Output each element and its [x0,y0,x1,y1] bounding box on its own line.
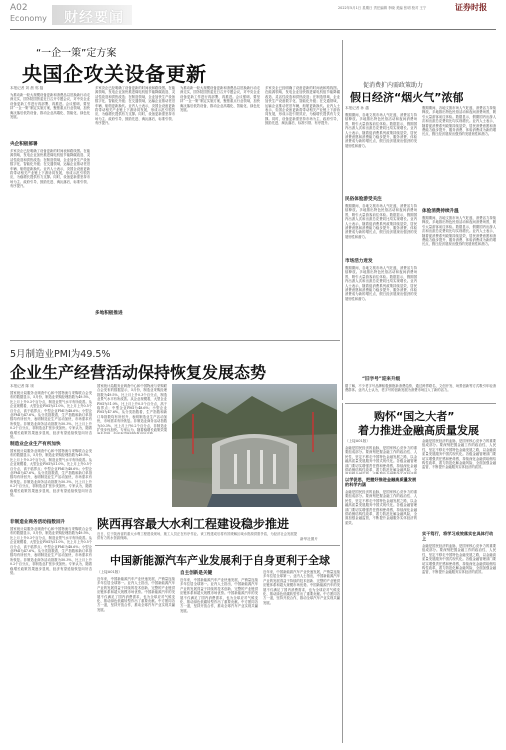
page-header [0,0,506,30]
pmi-body-col1b: 国家统计局服务业调查中心和中国物流与采购联合会发布的数据显示，5月份，制造业采购经理指数为49.5%，比上月上升0.3个百分点，制造业景气水平有所改善。从企业规模看，大型企业PMI为51.0%，比上月上升0.5个百分点，高于临界点；中型企业PMI为48.6%；小型企业PMI为47.6%。从分类指数看，生产指数和新订单指数均有所回升，表明制造业生产活动加快，市场需求有所恢复。非制造业商务活动指数为50.3%，比上月上升0.2个百分点，非制造业扩张步伐加快。专家认为，随着稳增长政策效果逐步显现，经济有望延续恢复向好态势。 [10,449,92,498]
pmi-body-col1c: 国家统计局服务业调查中心和中国物流与采购联合会发布的数据显示，5月份，制造业采购经理指数为49.5%，比上月上升0.3个百分点，制造业景气水平有所改善。从企业规模看，大型企业PMI为51.0%，比上月上升0.5个百分点，高于临界点；中型企业PMI为48.6%；小型企业PMI为47.6%。从分类指数看，生产指数和新订单指数均有所回升，表明制造业生产活动加快，市场需求有所恢复。非制造业商务活动指数为50.3%，比上月上升0.2个百分点，非制造业扩张步伐加快。专家认为，随着稳增长政策效果逐步显现，经济有望延续恢复向好态势。 [10,527,92,576]
right-byline: 本报记者 孙 越 [345,106,369,110]
bottom-headline: 中国新能源汽车产业发展利于自身更利于全球 [110,554,330,567]
bottom-body-col1: 近年来，中国新能源汽车产业快速发展，产销量连续多年位居全球第一。业内人士指出，中国新能源汽车产业的发展得益于持续的技术创新、完整的产业链供应链体系和超大规模市场优势。中国新能源汽车的发展不仅满足了国内消费需求，也为全球应对气候变化、推动绿色低碳转型作出了重要贡献。中方愿同各方一道，坚持开放合作，推动全球汽车产业实现共赢发展。 [97,577,175,612]
right-subhead-1: 民俗体验游受关注 [345,197,382,202]
story-body-col4: 多家央企已经明确了设备更新的时间表和路线图。在能源领域，发电企业加快推进煤电机组节能降碳改造、灵活性改造和供热改造；在制造领域，企业加快生产设备数字化、智能化升级；在交通领域，运输企业推动老旧车辆、船舶更新换代。业内人士表示，央国企设备更新将带动相关产业链上下游协同发展，形成示范引领效应，为稳增长提供有力支撑。同时，设备更新需坚持市场为主、政府引导，鼓励先进、淘汰落后，标准引领、有序提升。 [265,86,340,126]
right-lower-headline-1: 购怀“国之大者” [374,410,455,423]
pmi-byline: 本报记者 陈 颂 [10,384,34,388]
right-lower-body-col1: 金融是国民经济的血脉，是国家核心竞争力的重要组成部分。要深刻把握金融工作的政治性、人民性，坚定不移走中国特色金融发展之路，以金融高质量发展服务中国式现代化。各级金融管理部门要切实增强责任感和使命感，持续深化金融供给侧结构性改革，着力防范化解金融风险，全 [345,446,417,473]
pmi-body-col1: 国家统计局服务业调查中心和中国物流与采购联合会发布的数据显示，5月份，制造业采购经理指数为49.5%，比上月上升0.3个百分点，制造业景气水平有所改善。从企业规模看，大型企业PMI为51.0%，比上月上升0.5个百分点，高于临界点；中型企业PMI为48.6%；小型企业PMI为47.6%。从分类指数看，生产指数和新订单指数均有所回升，表明制造业生产活动加快，市场需求有所恢复。非制造业商务活动指数为50.3%，比上月上升0.2个百分点，非制造业扩张步伐加快。专家认为，随着稳增长政策效果逐步显现，经济有望延续恢复向好态势。 [10,391,92,439]
bottom-body-col3: 近年来，中国新能源汽车产业快速发展，产销量连续多年位居全球第一。业内人士指出，中国新能源汽车产业的发展得益于持续的技术创新、完整的产业链供应链体系和超大规模市场优势。中国新能源汽车的发展不仅满足了国内消费需求，也为全球应对气候变化、推动绿色低碳转型作出了重要贡献。中方愿同各方一道，坚持开放合作，推动全球汽车产业实现共赢发展。 [263,570,340,605]
right-mid-body: 据了解，不少老字号品牌积极拥抱新消费趋势，通过跨界联名、文创开发、场景创新等方式吸引年轻消费群体。业内人士认为，老字号的创新发展为消费市场注入了新的活力。 [345,384,496,393]
story-subhead: 央企积极部署 [10,142,38,147]
right-body-col1b: 假期期间，各地文旅市场人气旺盛，消费活力持续释放。多地推出特色民俗活动和夜间消费场景，吸引大量游客前往体验。数据显示，假期国内出游人次和出游总花费同比均实现增长。业内人士表示，随着促消费系列政策持续显效，居民消费意愿和消费能力稳步提升，服务消费、体验消费成为新的增长点，假日经济展现出强劲的发展韧性和潜力。 [345,204,417,239]
photo-caption: 近日，位于陕西省的重大水利工程建设现场，施工人员正在有序作业。该工程建成后将有效缓解区域水资源供需矛盾，为经济社会发展提供有力的水资源保障。 [97,532,297,541]
right-lower-byline: （上接A01版） [345,439,370,443]
bottom-subhead: 自主创新是关键 [180,571,213,576]
header-rule [10,29,496,30]
right-lower-body-col2b: 金融是国民经济的血脉，是国家核心竞争力的重要组成部分。要深刻把握金融工作的政治性、人民性，坚定不移走中国特色金融发展之路，以金融高质量发展服务中国式现代化。各级金融管理部门要切实增强责任感和使命感，持续深化金融供给侧结构性改革，着力防范化解金融风险，全面加强金融监管，不断提升金融服务实体经济的质效。 [422,544,496,575]
dam-illustration [172,384,337,507]
column-divider [342,40,343,400]
right-body-col1c: 假期期间，各地文旅市场人气旺盛，消费活力持续释放。多地推出特色民俗活动和夜间消费场景，吸引大量游客前往体验。数据显示，假期国内出游人次和出游总花费同比均实现增长。业内人士表示，随着促消费系列政策持续显效，居民消费意愿和消费能力稳步提升，服务消费、体验消费成为新的增长点，假日经济展现出强劲的发展韧性和潜力。 [345,266,417,301]
dam-photo [172,384,337,507]
story-body-col2: 多家央企已经明确了设备更新的时间表和路线图。在能源领域，发电企业加快推进煤电机组节能降碳改造、灵活性改造和供热改造；在制造领域，企业加快生产设备数字化、智能化升级；在交通领域，运输企业推动老旧车辆、船舶更新换代。业内人士表示，央国企设备更新将带动相关产业链上下游协同发展，形成示范引领效应，为稳增长提供有力支撑。同时，设备更新需坚持市场为主、政府引导，鼓励先进、淘汰落后，标准引领、有序提升。 [95,86,175,126]
pmi-subhead-2: 非制造业商务活动指数回升 [10,520,66,525]
right-lower-rule [345,403,496,404]
story-body-col3: 为推动新一轮大规模设备更新和消费品以旧换新行动走深走实，国务院国资委近日召开专题会议，对中央企业设备更新工作进行再部署、再推进。会议强调，要坚持“一企一策”制定实施方案，聚焦重点行业领域，加快淘汰落后低效设备，推动企业高端化、智能化、绿色化发展。 [180,86,260,113]
bottom-body-col2: 近年来，中国新能源汽车产业快速发展，产销量连续多年位居全球第一。业内人士指出，中国新能源汽车产业的发展得益于持续的技术创新、完整的产业链供应链体系和超大规模市场优势。中国新能源汽车的发展不仅满足了国内消费需求，也为全球应对气候变化、推动绿色低碳转型作出了重要贡献。中方愿同各方一道，坚持开放合作，推动全球汽车产业实现共赢发展。 [180,578,258,613]
story-kicker: “一企一策”定方案 [36,48,117,59]
story-body-col1: 为推动新一轮大规模设备更新和消费品以旧换新行动走深走实，国务院国资委近日召开专题会议，对中央企业设备更新工作进行再部署、再推进。会议强调，要坚持“一企一策”制定实施方案，聚焦重点行业领域，加快淘汰落后低效设备，推动企业高端化、智能化、绿色化发展。 [10,93,90,120]
right-lower-subhead-2: 实干笃行，将学习成效落实在具体行动上 [422,531,494,542]
right-lower-body-col1b: 金融是国民经济的血脉，是国家核心竞争力的重要组成部分。要深刻把握金融工作的政治性、人民性，坚定不移走中国特色金融发展之路，以金融高质量发展服务中国式现代化。各级金融管理部门要切实增强责任感和使命感，持续深化金融供给侧结构性改革，着力防范化解金融风险，全面加强金融监管，不断提升金融服务实体经济的质效。 [345,490,417,525]
right-body-col1: 假期期间，各地文旅市场人气旺盛，消费活力持续释放。多地推出特色民俗活动和夜间消费场景，吸引大量游客前往体验。数据显示，假期国内出游人次和出游总花费同比均实现增长。业内人士表示，随着促消费系列政策持续显效，居民消费意愿和消费能力稳步提升，服务消费、体验消费成为新的增长点，假日经济展现出强劲的发展韧性和潜力。 [345,113,417,148]
right-headline: 假日经济“烟火气”浓郁 [350,91,464,104]
section-title: 财经要闻 [64,10,124,26]
right-body-col2b: 假期期间，各地文旅市场人气旺盛，消费活力持续释放。多地推出特色民俗活动和夜间消费场景，吸引大量游客前往体验。数据显示，假期国内出游人次和出游总花费同比均实现增长。业内人士表示，随着促消费系列政策持续显效，居民消费意愿和消费能力稳步提升，服务消费、体验消费成为新的增长点，假日经济展现出强劲的发展韧性和潜力。 [422,216,496,247]
right-kicker: 促消费扩内需政策助力 [363,82,424,89]
photo-divider [95,545,340,546]
section-title-band [52,5,132,25]
right-lower-body-col2: 金融是国民经济的血脉，是国家核心竞争力的重要组成部分。要深刻把握金融工作的政治性、人民性，坚定不移走中国特色金融发展之路，以金融高质量发展服务中国式现代化。各级金融管理部门要切实增强责任感和使命感，持续深化金融供给侧结构性改革，着力防范化解金融风险，全面加强金融监管，不断提升金融服务实体经济的质效。 [422,439,496,470]
right-subhead-3: 体验消费持续升温 [422,209,459,214]
story-body-col1b: 多家央企已经明确了设备更新的时间表和路线图。在能源领域，发电企业加快推进煤电机组节能降碳改造、灵活性改造和供热改造；在制造领域，企业加快生产设备数字化、智能化升级；在交通领域，运输企业推动老旧车辆、船舶更新换代。业内人士表示，央国企设备更新将带动相关产业链上下游协同发展，形成示范引领效应，为稳增长提供有力支撑。同时，设备更新需坚持市场为主、政府引导，鼓励先进、淘汰落后，标准引领、有序提升。 [10,149,90,189]
photo-headline: 陕西再容最大水利工程建设稳步推进 [97,517,290,531]
story-byline: 本报记者 刘 晨 郭 磊 [10,86,44,90]
right-body-col2: 假期期间，各地文旅市场人气旺盛，消费活力持续释放。多地推出特色民俗活动和夜间消费场景，吸引大量游客前往体验。数据显示，假期国内出游人次和出游总花费同比均实现增长。业内人士表示，随着促消费系列政策持续显效，居民消费意愿和消费能力稳步提升，服务消费、体验消费成为新的增长点，假日经济展现出强劲的发展韧性和潜力。 [422,106,496,137]
page-number: A02 [10,3,28,13]
story-headline: 央国企攻关设备更新 [22,62,207,86]
pmi-headline: 企业生产经营活动保持恢复发展态势 [10,363,267,382]
section-divider [10,340,340,341]
masthead: 证券时报 [455,3,487,12]
bottom-column-divider [342,403,343,743]
bottom-byline: （上接A01版） [97,570,122,574]
pmi-subhead-1: 制造业企业生产有所加快 [10,442,61,447]
section-english: Economy [10,14,47,23]
date-line: 2022年5月1日 星期日 责任编辑 李晓 美编 张明 校对 王宁 [338,6,427,10]
right-mid-kicker: “旧字号”迎来升级 [362,377,401,382]
pmi-body-col2: 国家统计局服务业调查中心和中国物流与采购联合会发布的数据显示，5月份，制造业采购经理指数为49.5%，比上月上升0.3个百分点，制造业景气水平有所改善。从企业规模看，大型企业PMI为51.0%，比上月上升0.5个百分点，高于临界点；中型企业PMI为48.6%；小型企业PMI为47.6%。从分类指数看，生产指数和新订单指数均有所回升，表明制造业生产活动加快，市场需求有所恢复。非制造业商务活动指数为50.3%，比上月上升0.2个百分点，非制造业扩张步伐加快。专家认为，随着稳增长政策效果 [97,384,167,433]
pmi-kicker: 5月制造业PMI为49.5% [10,349,111,360]
right-subhead-2: 市场活力迸发 [345,259,373,264]
photo-credit: 新华社图片 [300,537,318,541]
story-subhead-2: 多地积极推进 [95,311,123,316]
right-lower-headline-2: 着力推进金融高质量发展 [358,424,479,437]
right-lower-subhead-1: 以学促思，把握好推进金融高质量发展的科学内涵 [345,477,417,488]
